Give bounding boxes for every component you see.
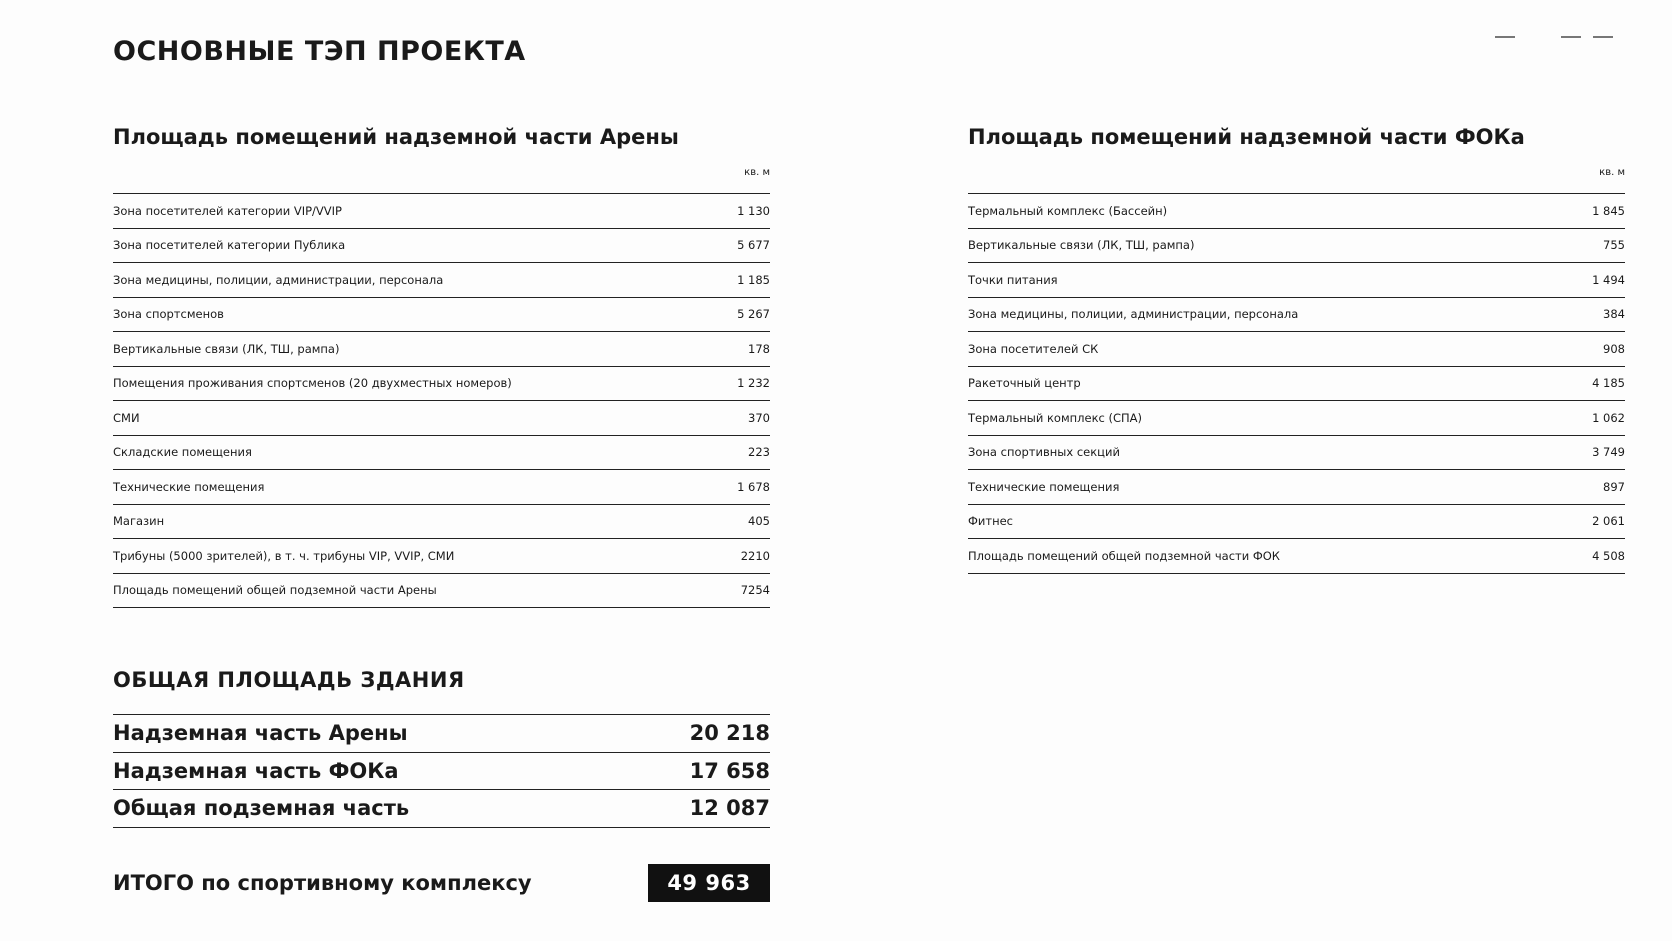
table-row bbox=[968, 263, 1625, 298]
row-label: Площадь помещений общей подземной части Арены bbox=[113, 583, 437, 598]
row-value: 5 267 bbox=[737, 307, 770, 322]
row-value: 2 061 bbox=[1592, 514, 1625, 529]
row-value: 897 bbox=[1603, 479, 1625, 494]
table-row bbox=[968, 539, 1625, 574]
row-label: Зона спортсменов bbox=[113, 307, 224, 322]
total-row bbox=[113, 790, 770, 828]
arena-table bbox=[113, 167, 770, 608]
row-value: 1 845 bbox=[1592, 203, 1625, 218]
row-value: 4 185 bbox=[1592, 376, 1625, 391]
grand-total bbox=[113, 864, 770, 902]
row-value: 1 130 bbox=[737, 203, 770, 218]
table-row bbox=[968, 436, 1625, 471]
total-row-value: 20 218 bbox=[689, 721, 770, 746]
row-value: 405 bbox=[748, 514, 770, 529]
row-value: 370 bbox=[748, 410, 770, 425]
row-label: Трибуны (5000 зрителей), в т. ч. трибуны VIP, VVIP, СМИ bbox=[113, 548, 455, 563]
row-value: 2210 bbox=[740, 548, 770, 563]
row-label: Вертикальные связи (ЛК, ТШ, рампа) bbox=[968, 238, 1195, 253]
row-label: Зона посетителей категории Публика bbox=[113, 238, 346, 253]
table-row bbox=[113, 401, 770, 436]
fok-section-title: Площадь помещений надземной части ФОКа bbox=[968, 125, 1525, 149]
total-area-title: ОБЩАЯ ПЛОЩАДЬ ЗДАНИЯ bbox=[113, 668, 465, 692]
row-label: Вертикальные связи (ЛК, ТШ, рампа) bbox=[113, 341, 340, 356]
grand-total-value: 49 963 bbox=[648, 864, 770, 902]
total-row-label: Надземная часть ФОКа bbox=[113, 758, 399, 783]
row-label: Ракеточный центр bbox=[968, 376, 1081, 391]
row-value: 1 678 bbox=[737, 479, 770, 494]
row-value: 3 749 bbox=[1592, 445, 1625, 460]
total-area-table bbox=[113, 714, 770, 828]
row-label: Площадь помещений общей подземной части ФОК bbox=[968, 548, 1280, 563]
table-row bbox=[113, 298, 770, 333]
row-label: Зона спортивных секций bbox=[968, 445, 1120, 460]
row-label: Фитнес bbox=[968, 514, 1013, 529]
row-label: СМИ bbox=[113, 410, 140, 425]
row-value: 384 bbox=[1603, 307, 1625, 322]
table-row bbox=[113, 436, 770, 471]
total-row bbox=[113, 753, 770, 791]
table-row bbox=[968, 401, 1625, 436]
table-row bbox=[113, 539, 770, 574]
total-row-value: 17 658 bbox=[689, 758, 770, 783]
row-value: 7254 bbox=[740, 583, 770, 598]
table-row bbox=[968, 194, 1625, 229]
row-label: Технические помещения bbox=[113, 479, 265, 494]
fok-unit-label: кв. м bbox=[968, 167, 1625, 194]
total-row-label: Общая подземная часть bbox=[113, 796, 410, 821]
row-label: Зона медицины, полиции, администрации, персонала bbox=[968, 307, 1299, 322]
row-label: Точки питания bbox=[968, 272, 1058, 287]
row-label: Магазин bbox=[113, 514, 165, 529]
arena-section-title: Площадь помещений надземной части Арены bbox=[113, 125, 679, 149]
table-row bbox=[113, 263, 770, 298]
table-row bbox=[113, 505, 770, 540]
table-row bbox=[968, 367, 1625, 402]
row-value: 1 185 bbox=[737, 272, 770, 287]
grand-total-label: ИТОГО по спортивному комплексу bbox=[113, 871, 532, 895]
row-value: 1 232 bbox=[737, 376, 770, 391]
row-value: 1 062 bbox=[1592, 410, 1625, 425]
table-row bbox=[968, 298, 1625, 333]
row-value: 755 bbox=[1603, 238, 1625, 253]
row-value: 223 bbox=[748, 445, 770, 460]
page-title: ОСНОВНЫЕ ТЭП ПРОЕКТА bbox=[113, 36, 526, 67]
table-row bbox=[113, 367, 770, 402]
row-value: 1 494 bbox=[1592, 272, 1625, 287]
row-value: 4 508 bbox=[1592, 548, 1625, 563]
table-row bbox=[968, 470, 1625, 505]
table-row bbox=[113, 470, 770, 505]
table-row bbox=[968, 505, 1625, 540]
row-label: Зона посетителей СК bbox=[968, 341, 1099, 356]
table-row bbox=[113, 574, 770, 609]
row-label: Термальный комплекс (СПА) bbox=[968, 410, 1143, 425]
table-row bbox=[113, 194, 770, 229]
row-label: Технические помещения bbox=[968, 479, 1120, 494]
row-label: Зона посетителей категории VIP/VVIP bbox=[113, 203, 342, 218]
table-row bbox=[113, 332, 770, 367]
fok-table bbox=[968, 167, 1625, 574]
row-label: Складские помещения bbox=[113, 445, 252, 460]
table-row bbox=[113, 229, 770, 264]
row-value: 178 bbox=[748, 341, 770, 356]
total-row bbox=[113, 715, 770, 753]
table-row bbox=[968, 229, 1625, 264]
total-row-label: Надземная часть Арены bbox=[113, 721, 408, 746]
row-label: Термальный комплекс (Бассейн) bbox=[968, 203, 1168, 218]
row-value: 5 677 bbox=[737, 238, 770, 253]
total-row-value: 12 087 bbox=[689, 796, 770, 821]
arena-unit-label: кв. м bbox=[113, 167, 770, 194]
row-label: Помещения проживания спортсменов (20 двухместных номеров) bbox=[113, 376, 512, 391]
decorative-dashes bbox=[1495, 36, 1625, 38]
row-label: Зона медицины, полиции, администрации, персонала bbox=[113, 272, 444, 287]
row-value: 908 bbox=[1603, 341, 1625, 356]
table-row bbox=[968, 332, 1625, 367]
